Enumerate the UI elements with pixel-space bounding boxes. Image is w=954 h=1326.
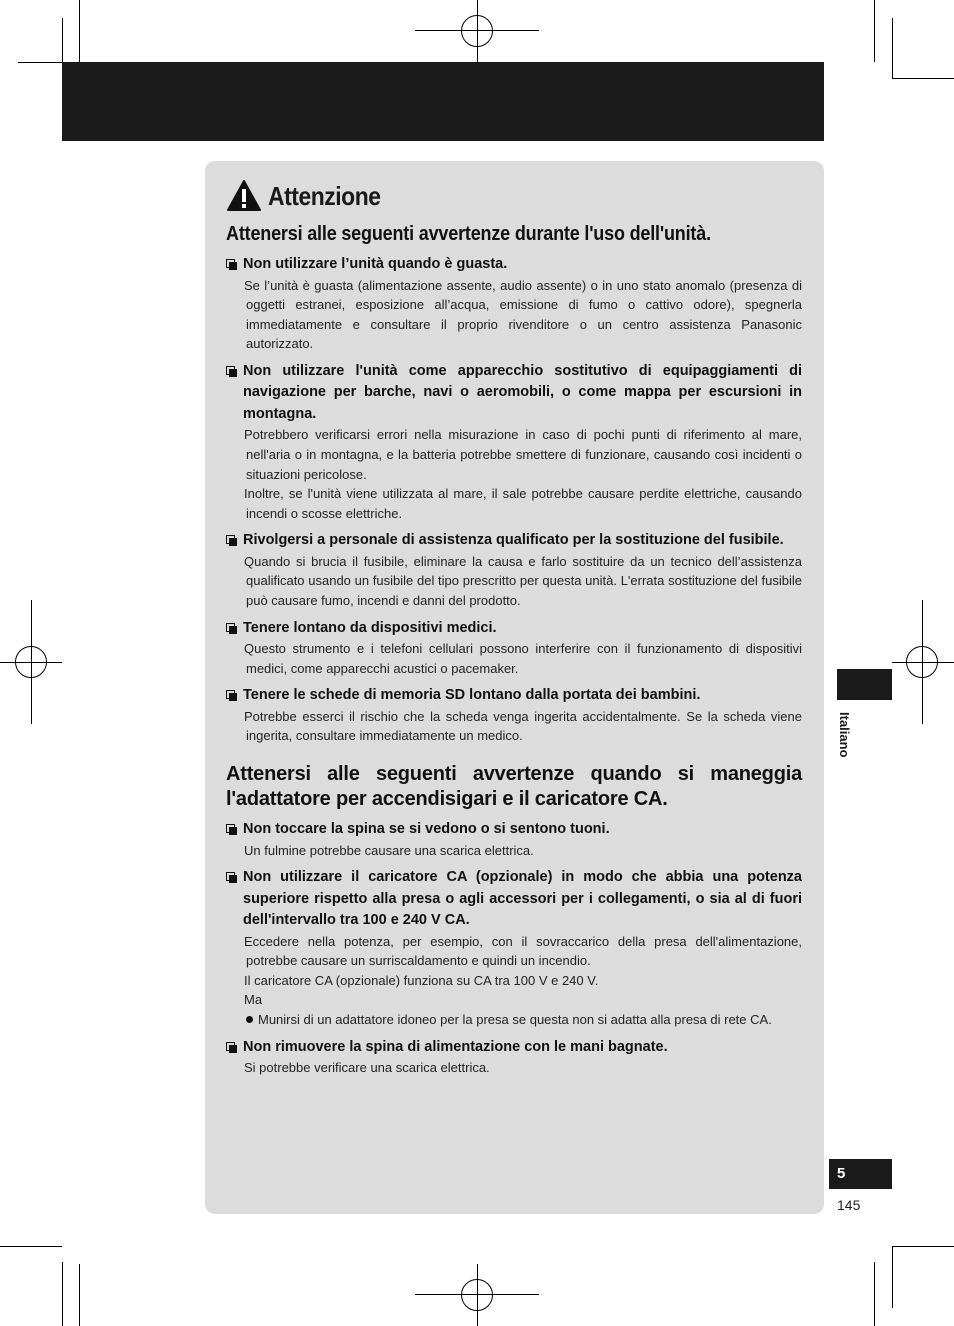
item-body: Potrebbero verificarsi errori nella misurazione in caso di pochi punti di riferimento al mare, nell'aria o in montagna, e la batteria potrebbe smettere di funzionare, causando così incidenti o situazioni pericolose. Inoltre, se l'unità viene utilizzata al mare, il sale potrebbe causare perdite elettriche, causando incendi o scosse elettriche. — [244, 427, 802, 521]
item-heading: Non utilizzare l'unità come apparecchio sostitutivo di equipaggiamenti di navigazione per barche, navi o aeromobili, o come mappa per escursioni in montagna. — [226, 361, 802, 426]
bullet-dot-icon — [246, 1016, 253, 1023]
language-label: Italiano — [837, 712, 852, 758]
checkbox-bullet-icon — [226, 690, 237, 701]
crop-mark — [874, 1262, 875, 1326]
crop-mark — [62, 18, 63, 62]
item-heading: Non toccare la spina se si vedono o si sentono tuoni. — [226, 819, 802, 841]
list-item — [226, 819, 802, 860]
crop-mark — [892, 18, 893, 78]
registration-mark — [461, 1279, 493, 1311]
title-row — [226, 175, 802, 217]
item-heading: Tenere lontano da dispositivi medici. — [226, 618, 802, 640]
list-item — [226, 1037, 802, 1078]
item-heading: Non utilizzare il caricatore CA (opzionale) in modo che abbia una potenza superiore rispetto alla presa o agli accessori per i collegamenti, o sia al di fuori dell'intervallo tra 100 e 240 V CA. — [226, 867, 802, 932]
crop-mark — [18, 62, 62, 63]
list-item — [226, 685, 802, 746]
list-item — [226, 254, 802, 354]
item-body: Questo strumento e i telefoni cellulari possono interferire con il funzionamento di dispositivi medici, come apparecchi acustici o pacemaker. — [244, 641, 802, 676]
registration-mark — [15, 646, 47, 678]
item-body: Quando si brucia il fusibile, eliminare la causa e farlo sostituire da un tecnico dell’assistenza qualificato usando un fusibile del tipo prescritto per questa unità. L'errata sostituzione del fusibile può causare fumo, incendi e danni del prodotto. — [244, 553, 802, 609]
section-heading: Attenersi alle seguenti avvertenze durante l'uso dell'unità. — [226, 223, 711, 245]
page-title: Attenzione — [268, 180, 381, 211]
checkbox-bullet-icon — [226, 366, 237, 377]
item-body: Si potrebbe verificare una scarica elettrica. — [244, 1060, 490, 1076]
checkbox-bullet-icon — [226, 259, 237, 270]
bullet-point: Munirsi di un adattatore idoneo per la presa se questa non si adatta alla presa di rete CA. — [244, 1010, 802, 1030]
checkbox-bullet-icon — [226, 623, 237, 634]
checkbox-bullet-icon — [226, 535, 237, 546]
item-body: Se l’unità è guasta (alimentazione assente, audio assente) o in uno stato anomalo (presenza di oggetti estranei, esposizione all’acqua, emissione di fumo o cattivo odore), spegnerla immediatamente e consultare il proprio rivenditore o un centro assistenza Panasonic autorizzato. — [244, 277, 802, 352]
crop-mark — [874, 0, 875, 62]
crop-mark — [892, 1246, 954, 1247]
crop-mark — [892, 78, 954, 79]
checkbox-bullet-icon — [226, 1042, 237, 1053]
list-item — [226, 530, 802, 610]
item-heading: Tenere le schede di memoria SD lontano dalla portata dei bambini. — [226, 685, 802, 707]
header-bar — [62, 62, 824, 141]
registration-mark — [461, 15, 493, 47]
crop-mark — [892, 1246, 893, 1308]
caution-panel — [205, 161, 824, 1214]
crop-mark — [79, 1264, 80, 1326]
crop-mark — [0, 1246, 62, 1247]
item-heading: Rivolgersi a personale di assistenza qualificato per la sostituzione del fusibile. — [226, 530, 802, 552]
side-tab — [837, 669, 892, 700]
registration-mark — [906, 646, 938, 678]
page-number: 145 — [837, 1197, 861, 1213]
warning-triangle-icon — [226, 179, 262, 213]
item-heading: Non utilizzare l’unità quando è guasta. — [226, 254, 802, 276]
checkbox-bullet-icon — [226, 872, 237, 883]
crop-mark — [79, 0, 80, 62]
crop-mark — [62, 1262, 63, 1326]
item-body: Un fulmine potrebbe causare una scarica elettrica. — [244, 842, 534, 858]
checkbox-bullet-icon — [226, 824, 237, 835]
item-heading: Non rimuovere la spina di alimentazione con le mani bagnate. — [226, 1037, 802, 1059]
item-body: Eccedere nella potenza, per esempio, con il sovraccarico della presa dell'alimentazione, potrebbe causare un surriscaldamento e quindi un incendio. Il caricatore CA (opzionale) funziona su CA tra 100 V e 240 V. Ma Munirsi di un adattatore idoneo per la presa se questa non si adatta alla presa di rete CA. — [226, 932, 802, 1030]
list-item — [226, 867, 802, 1029]
chapter-number: 5 — [829, 1159, 892, 1189]
item-body: Potrebbe esserci il rischio che la scheda venga ingerita accidentalmente. Se la scheda viene ingerita, consultare immediatamente un medico. — [244, 708, 802, 744]
section-heading: Attenersi alle seguenti avvertenze quando si maneggia l'adattatore per accendisigari e il caricatore CA. — [226, 763, 802, 810]
list-item — [226, 618, 802, 679]
list-item — [226, 361, 802, 523]
